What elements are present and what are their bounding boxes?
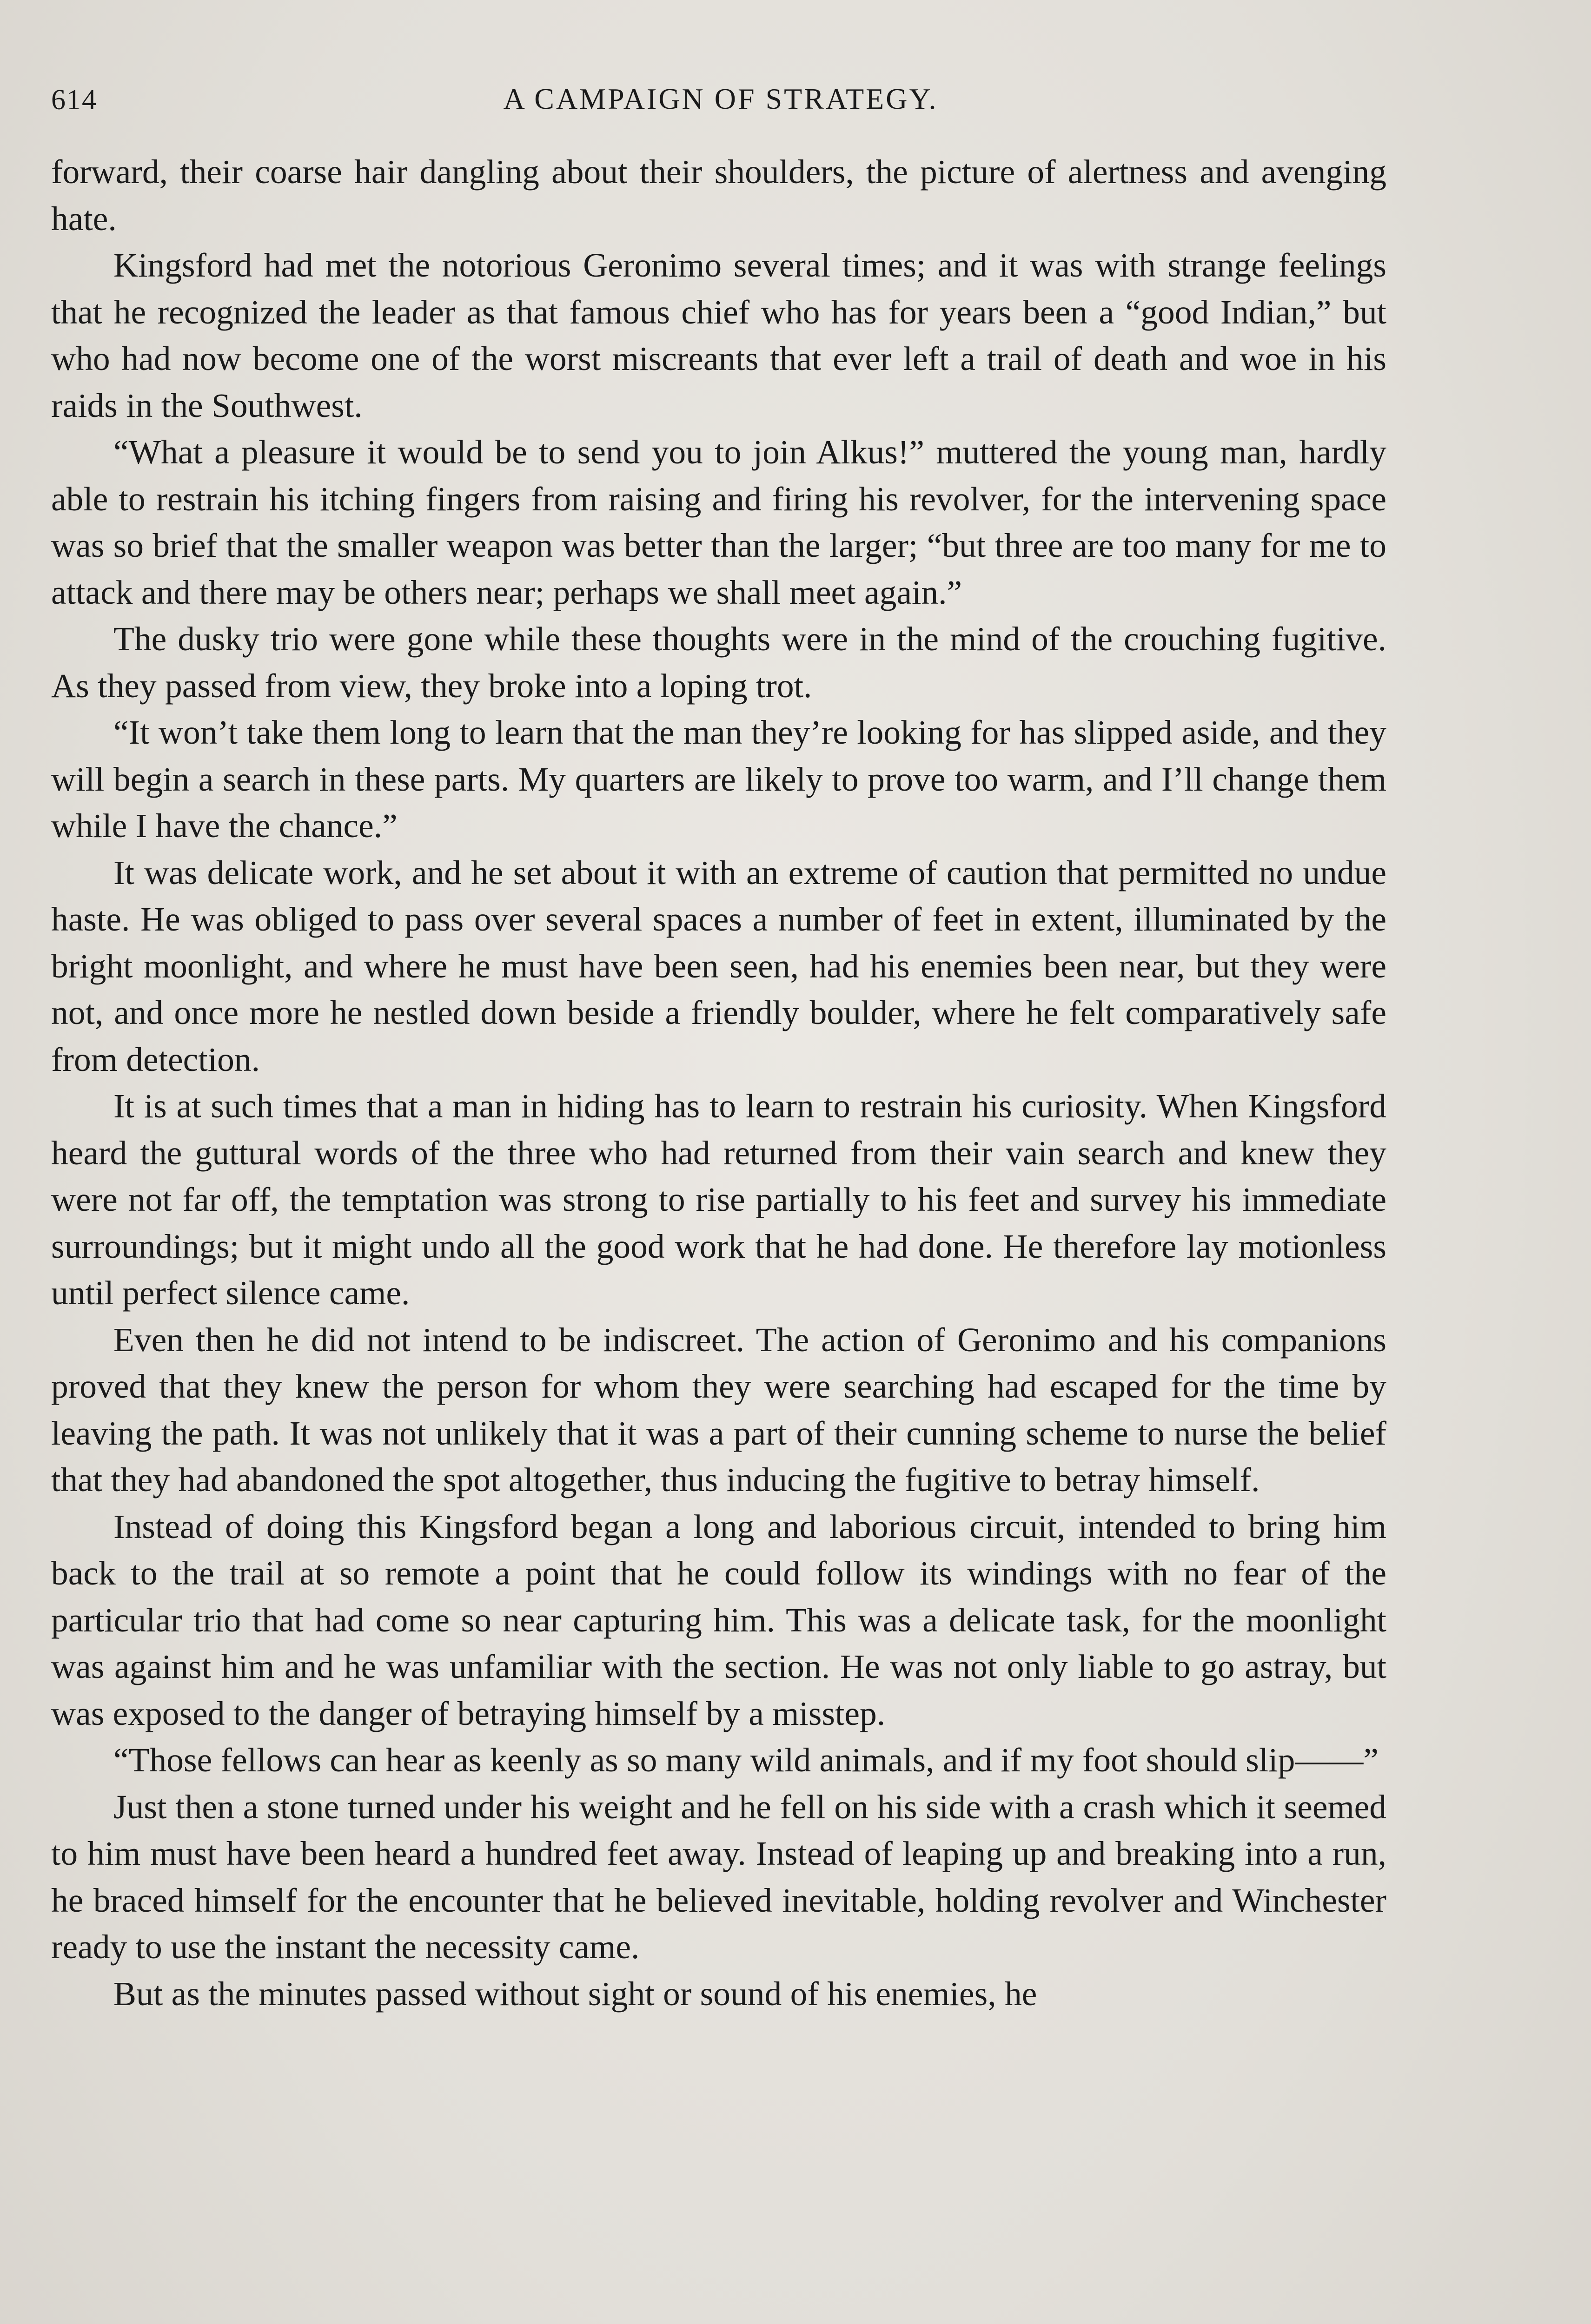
paragraph-9: Instead of doing this Kingsford began a long and laborious circuit, intended to bring him back to the trail at so remote a point that he could follow its windings with no fear of the particular trio that had come so near capturing him. This was a delicate task, for the moonlight was against him and he was unfamiliar with the section. He was not only liable to go astray, but was exposed to the danger of betraying himself by a misstep. bbox=[51, 1507, 1386, 1732]
paragraph-11: Just then a stone turned under his weight and he fell on his side with a crash which it seemed to him must have been heard a hundred feet away. Instead of leaping up and breaking into a run, he braced himself for the encounter that he believed inevitable, holding revolver and Winchester ready to use the instant the necessity came. bbox=[51, 1788, 1386, 1966]
paragraph-5: “It won’t take them long to learn that the man they’re looking for has slipped aside, and they will begin a search in these parts. My quarters are likely to prove too warm, and I’ll change them while I have the chance.” bbox=[51, 713, 1386, 845]
paragraph-3: “What a pleasure it would be to send you to join Alkus!” muttered the young man, hardly able to restrain his itching fingers from raising and firing his revolver, for the intervening space was so brief that the smaller weapon was better than the larger; “but three are too many for me to attack and there may be others near; perhaps we shall meet again.” bbox=[51, 433, 1386, 611]
paragraph-10: “Those fellows can hear as keenly as so many wild animals, and if my foot should slip——” bbox=[113, 1741, 1379, 1779]
page-header bbox=[51, 79, 1390, 125]
paragraph-8: Even then he did not intend to be indiscreet. The action of Geronimo and his companions proved that they knew the person for whom they were searching had escaped for the time by leaving the path. It was not unlikely that it was a part of their cunning scheme to nurse the belief that they had abandoned the spot altogether, thus inducing the fugitive to betray himself. bbox=[51, 1320, 1386, 1499]
paragraph-6: It was delicate work, and he set about it with an extreme of caution that permitted no undue haste. He was obliged to pass over several spaces a number of feet in extent, illuminated by the bright moonlight, and where he must have been seen, had his enemies been near, but they were not, and once more he nestled down beside a friendly boulder, where he felt comparatively safe from detection. bbox=[51, 853, 1386, 1078]
paragraph-7: It is at such times that a man in hiding has to learn to restrain his curiosity. When Kingsford heard the guttural words of the three who had returned from their vain search and knew they were not far off, the temptation was strong to rise partially to his feet and survey his immediate surroundings; but it might undo all the good work that he had done. He therefore lay motionless until perfect silence came. bbox=[51, 1087, 1386, 1312]
paragraph-2: Kingsford had met the notorious Geronimo several times; and it was with strange feelings that he recognized the leader as that famous chief who has for years been a “good Indian,” but who had now become one of the worst miscreants that ever left a trail of death and woe in his raids in the Southwest. bbox=[51, 246, 1386, 424]
body-text bbox=[51, 149, 1386, 2017]
page-number: 614 bbox=[51, 84, 97, 116]
running-title: A CAMPAIGN OF STRATEGY. bbox=[503, 82, 938, 115]
paragraph-1: forward, their coarse hair dangling about their shoulders, the picture of alertness and avenging hate. bbox=[51, 153, 1386, 238]
paragraph-12: But as the minutes passed without sight or sound of his enemies, he bbox=[113, 1974, 1037, 2013]
paragraph-4: The dusky trio were gone while these thoughts were in the mind of the crouching fugitive. As they passed from view, they broke into a loping trot. bbox=[51, 620, 1386, 705]
